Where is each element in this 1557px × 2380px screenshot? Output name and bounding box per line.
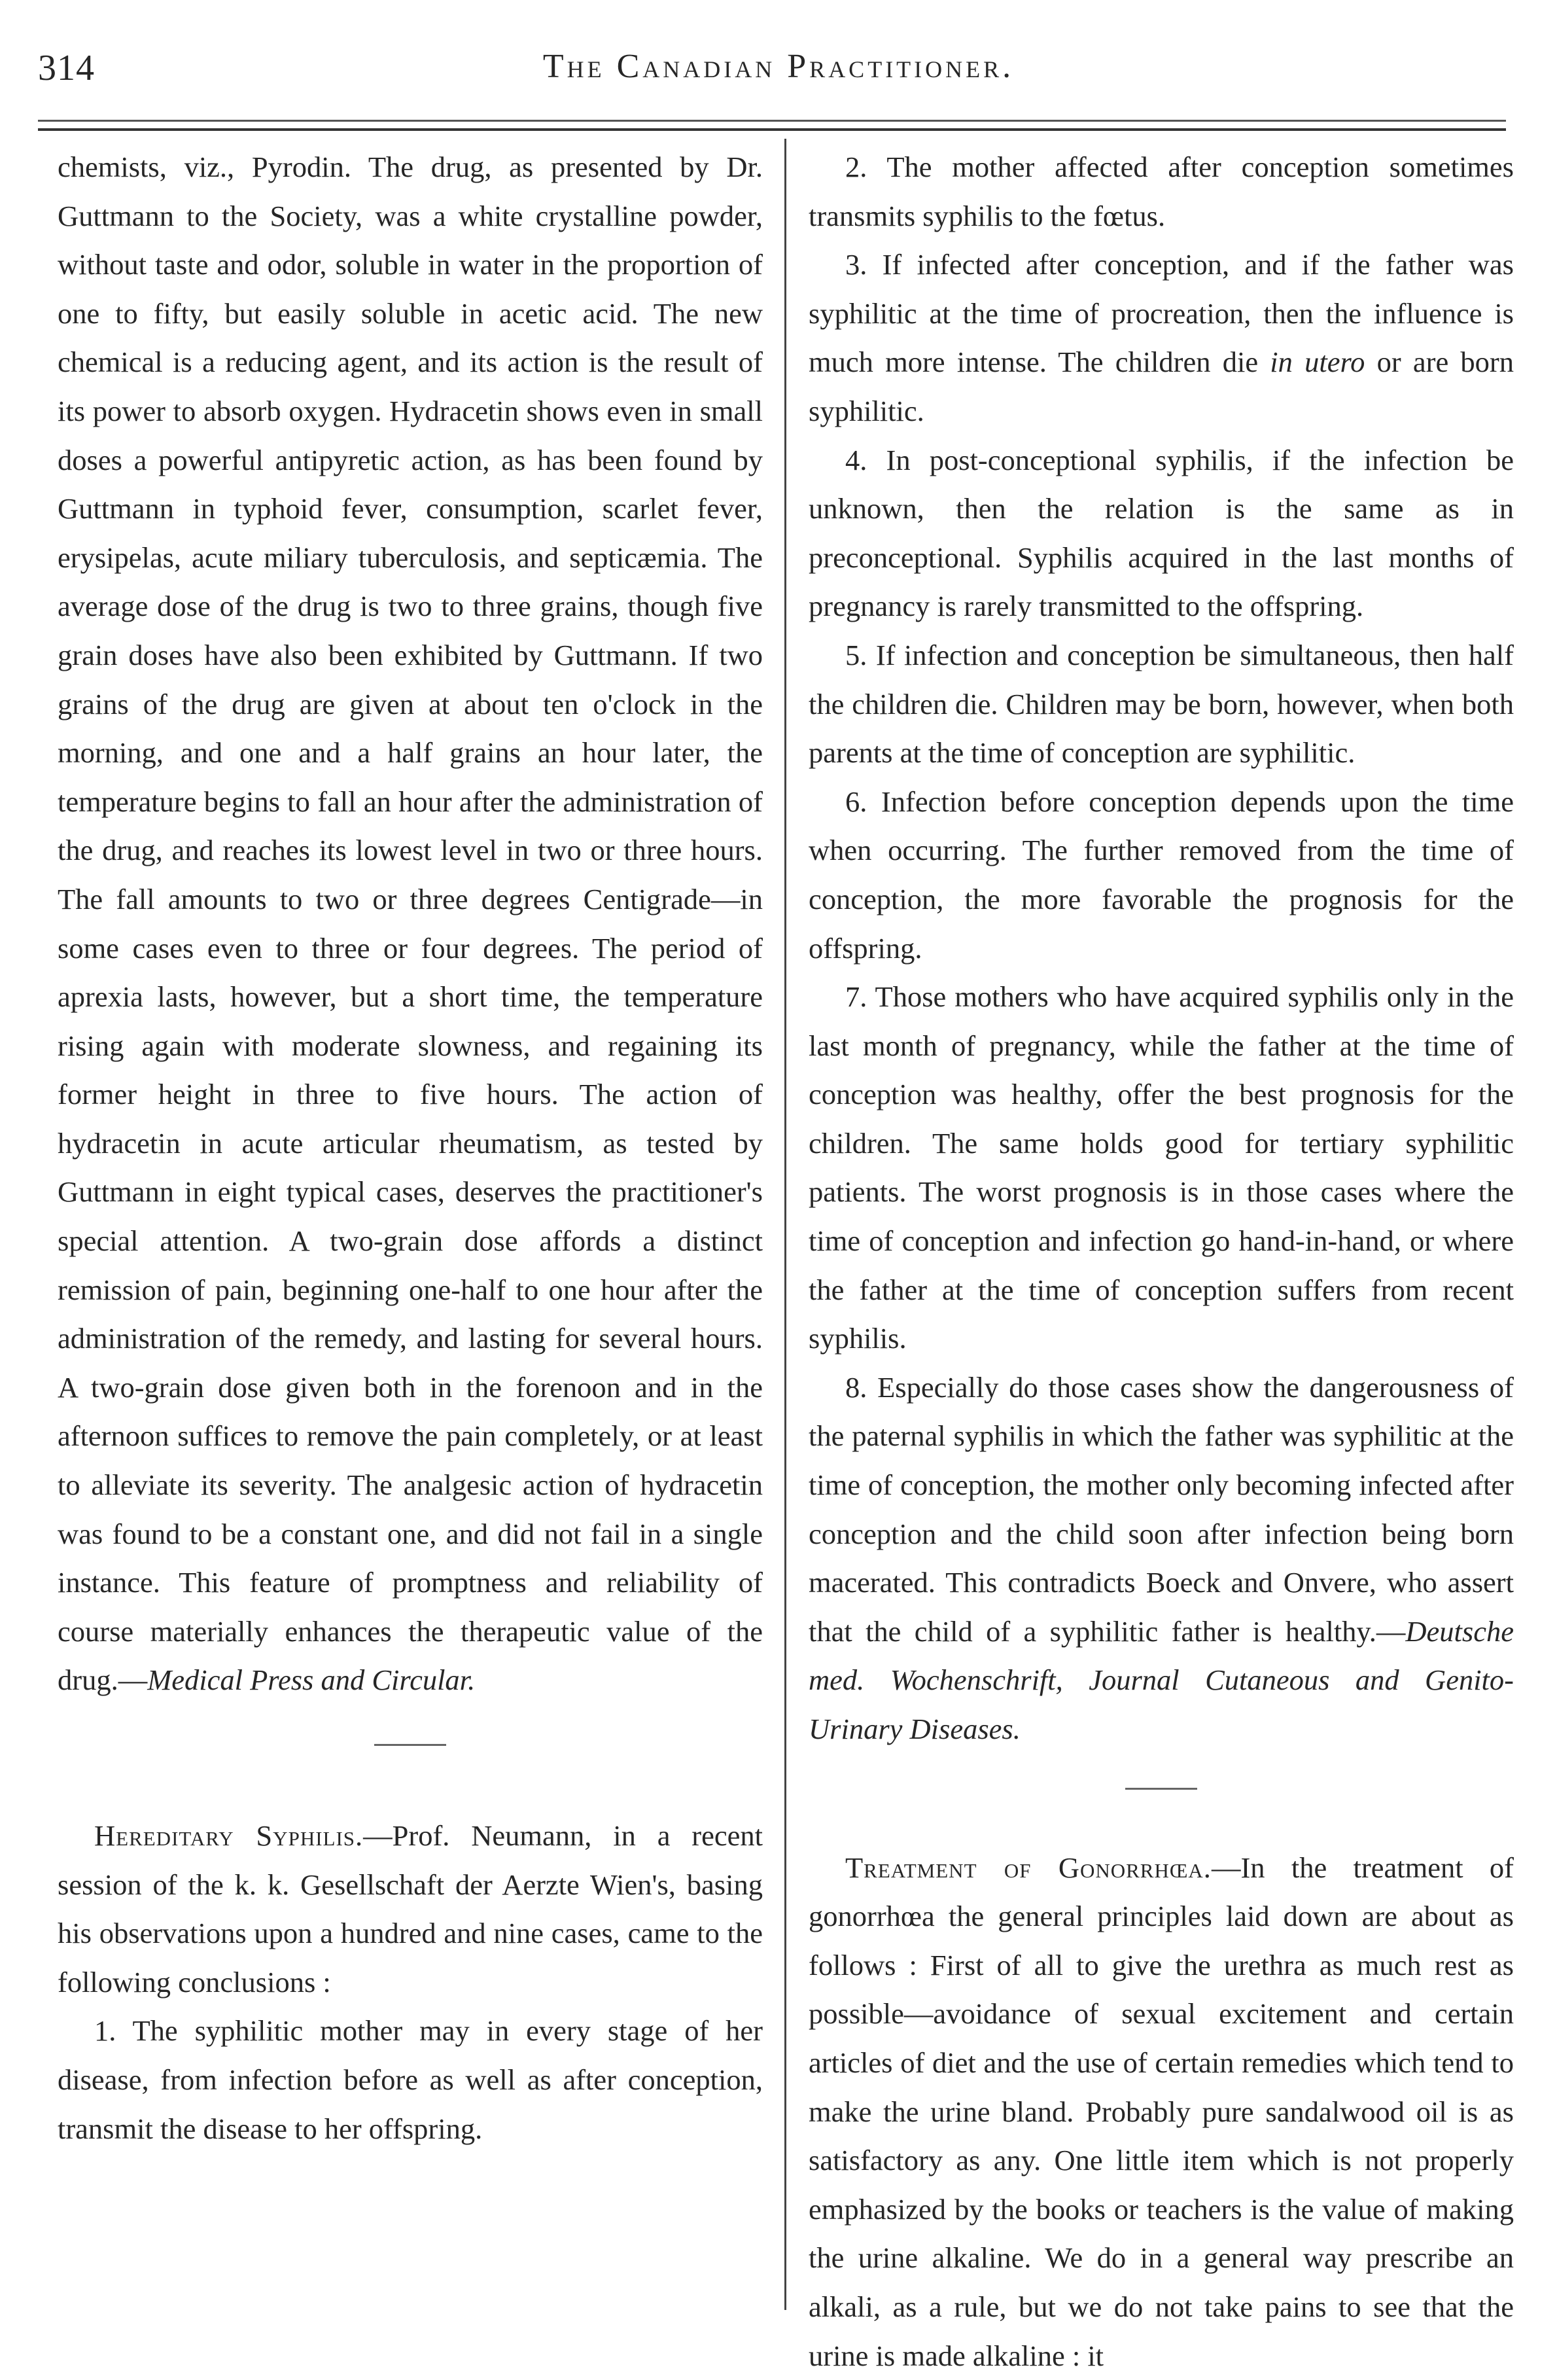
conclusion-3-text-b: or are born syphilitic. [809, 346, 1514, 427]
hereditary-syphilis-intro [58, 1811, 763, 2006]
running-title: The Canadian Practitioner. [542, 48, 1015, 85]
conclusion-8-text: 8. Especially do those cases show the dangerousness of the paternal syphilis in which the father was syphilitic at the time of conception, the mother only becoming infected after conception and the child soon after infection being born macerated. This contradicts Boeck and Onvere, who assert that the child of a syphilitic father is healthy.— [809, 1370, 1514, 1648]
conclusion-7: 7. Those mothers who have acquired syphilis only in the last month of pregnancy, while the father at the time of conception was healthy, offer the best prognosis for the children. The same holds good for tertiary syphilitic patients. The worst prognosis is in those cases where the time of conception and infection go hand-in-hand, or where the father at the time of conception suffers from recent syphilis. [809, 980, 1514, 1355]
hydracetin-text: chemists, viz., Pyrodin. The drug, as presented by Dr. Guttmann to the Society, was a white crystalline powder, without taste and odor, soluble in water in the proportion of one to fifty, but easily soluble in acetic acid. The new chemical is a reducing agent, and its action is the result of its power to absorb oxygen. Hydracetin shows even in small doses a powerful antipyretic action, as has been found by Guttmann in typhoid fever, consumption, scarlet fever, erysipelas, acute miliary tuberculosis, and septicæmia. The average dose of the drug is two to three grains, though five grain doses have also been exhibited by Guttmann. If two grains of the drug are given at about ten o'clock in the morning, and one and a half grains an hour later, the temperature begins to fall an hour after the administration of the drug, and reaches its lowest level in two or three hours. The fall amounts to two or three degrees Centigrade—in some cases even to three or four degrees. The period of aprexia lasts, however, but a short time, the temperature rising again with moderate slowness, and regaining its former height in three to five hours. The action of hydracetin in acute articular rheumatism, as tested by Guttmann in eight typical cases, deserves the practitioner's special attention. A two-grain dose affords a distinct remission of pain, beginning one-half to one hour after the administration of the remedy, and lasting for several hours. A two-grain dose given both in the forenoon and in the afternoon suffices to remove the pain completely, or at least to alleviate its severity. The analgesic action of hydracetin was found to be a constant one, and did not fail in a single instance. This feature of promptness and reliability of course materially enhances the therapeutic value of the drug.— [58, 151, 763, 1697]
conclusion-8 [809, 1363, 1514, 1754]
header-rule-thin [38, 120, 1506, 122]
gonorrhoea-paragraph [809, 1843, 1514, 2380]
section-separator [374, 1744, 446, 1746]
conclusion-2: 2. The mother affected after conception sometimes transmits syphilis to the fœtus. [809, 151, 1514, 232]
conclusion-3-text-a: 3. If infected after conception, and if the father was syphilitic at the time of procreation, then the influence is much more intense. The children die [809, 248, 1514, 379]
section-separator [1125, 1788, 1197, 1790]
conclusion-3-italic: in utero [1270, 346, 1365, 379]
conclusion-8-source: Deutsche med. Wochenschrift, Journal Cutaneous and Genito-Urinary Diseases. [809, 1614, 1514, 1745]
hydracetin-paragraph [58, 143, 763, 1705]
conclusion-3 [809, 240, 1514, 435]
conclusion-6: 6. Infection before conception depends upon the time when occurring. The further removed from the time of conception, the more favorable the prognosis for the offspring. [809, 785, 1514, 965]
hereditary-syphilis-intro-text: —Prof. Neumann, in a recent session of the k. k. Gesellschaft der Aerzte Wien's, basing his observations upon a hundred and nine cases, came to the following conclusions : [58, 1819, 763, 1998]
page-number: 314 [38, 48, 95, 88]
left-column [58, 143, 763, 2153]
gonorrhoea-heading: Treatment of Gonorrhœa. [845, 1851, 1212, 1884]
hereditary-syphilis-heading: Hereditary Syphilis. [94, 1819, 364, 1852]
gonorrhoea-text: —In the treatment of gonorrhœa the general principles laid down are about as follows : First of all to give the urethra as much rest as possible—avoidance of sexual excitement and certain articles of diet and the use of certain remedies which tend to make the urine bland. Probably pure sandalwood oil is as satisfactory as any. One little item which is not properly emphasized by the books or teachers is the value of making the urine alkaline. We do in a general way prescribe an alkali, as a rule, but we do not take pains to see that the urine is made alkaline : it [809, 1851, 1514, 2372]
right-column [809, 143, 1514, 2380]
conclusion-1: 1. The syphilitic mother may in every stage of her disease, from infection before as well as after conception, transmit the disease to her offspring. [58, 2014, 763, 2145]
conclusion-5: 5. If infection and conception be simultaneous, then half the children die. Children may be born, however, when both parents at the time of conception are syphilitic. [809, 638, 1514, 770]
hydracetin-source: Medical Press and Circular. [147, 1663, 476, 1697]
conclusion-4: 4. In post-conceptional syphilis, if the infection be unknown, then the relation is the same as in preconceptional. Syphilis acquired in the last months of pregnancy is rarely transmitted to the offspring. [809, 443, 1514, 623]
column-divider [784, 139, 786, 2310]
header-rule-thick [38, 128, 1506, 131]
